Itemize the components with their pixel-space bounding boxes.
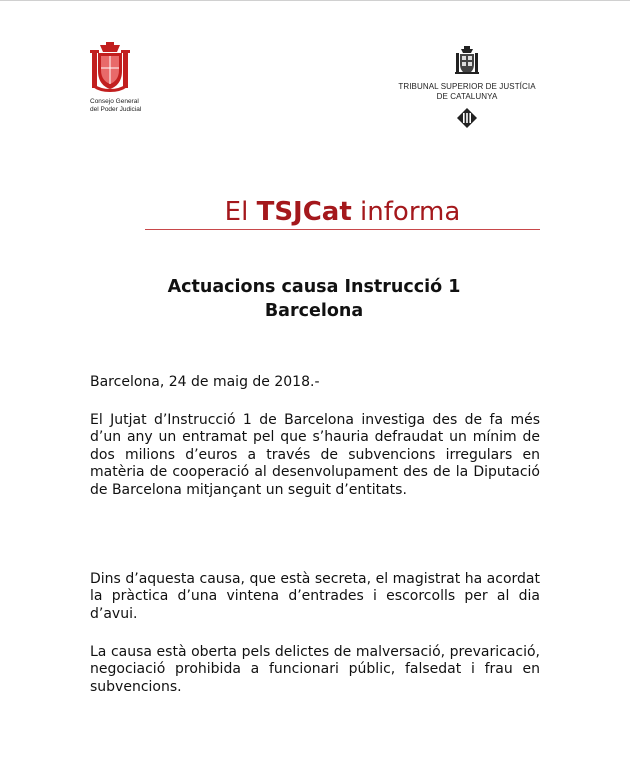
catalonia-emblem-icon — [456, 107, 478, 129]
title-line2: Barcelona — [264, 301, 364, 321]
paragraph-searches: Dins d’aquesta causa, que està secreta, el magistrat ha acordat la pràctica d’una vintena d’entrades i escorcolls per al dia d’avui. — [90, 571, 540, 622]
dateline: Barcelona, 24 de maig de 2018.- — [90, 374, 320, 390]
cgpj-name-line1: Consejo General — [90, 98, 139, 105]
tsj-name — [372, 82, 562, 102]
heading-prefix: El — [224, 197, 257, 227]
title-line1: Actuacions causa Instrucció 1 — [167, 277, 461, 297]
spanish-coat-of-arms-icon — [454, 46, 480, 76]
heading-suffix: informa — [351, 197, 461, 227]
tsj-logo — [372, 46, 562, 133]
tsjcat-informa-heading — [145, 196, 540, 230]
heading-brand: TSJCat — [256, 197, 352, 227]
cgpj-coat-of-arms-icon — [88, 42, 132, 96]
cgpj-name — [90, 98, 168, 113]
cgpj-logo — [88, 42, 168, 113]
tsj-name-line1: TRIBUNAL SUPERIOR DE JUSTÍCIA — [398, 82, 536, 91]
paragraph-investigation: El Jutjat d’Instrucció 1 de Barcelona investiga des de fa més d’un any un entramat pel que s’hauria defraudat un mínim de dos milions d’euros a través de subvencions irregulars en matèria de cooperació al desenvolupament des de la Diputació de Barcelona mitjançant un seguit d’entitats. — [90, 412, 540, 498]
top-border — [0, 0, 630, 1]
press-release-title — [88, 275, 540, 323]
cgpj-name-line2: del Poder Judicial — [90, 105, 142, 113]
paragraph-charges: La causa està oberta pels delictes de malversació, prevaricació, negociació prohibida a funcionari públic, falsedat i frau en subvencions. — [90, 644, 540, 695]
tsj-name-line2: DE CATALUNYA — [436, 92, 498, 101]
